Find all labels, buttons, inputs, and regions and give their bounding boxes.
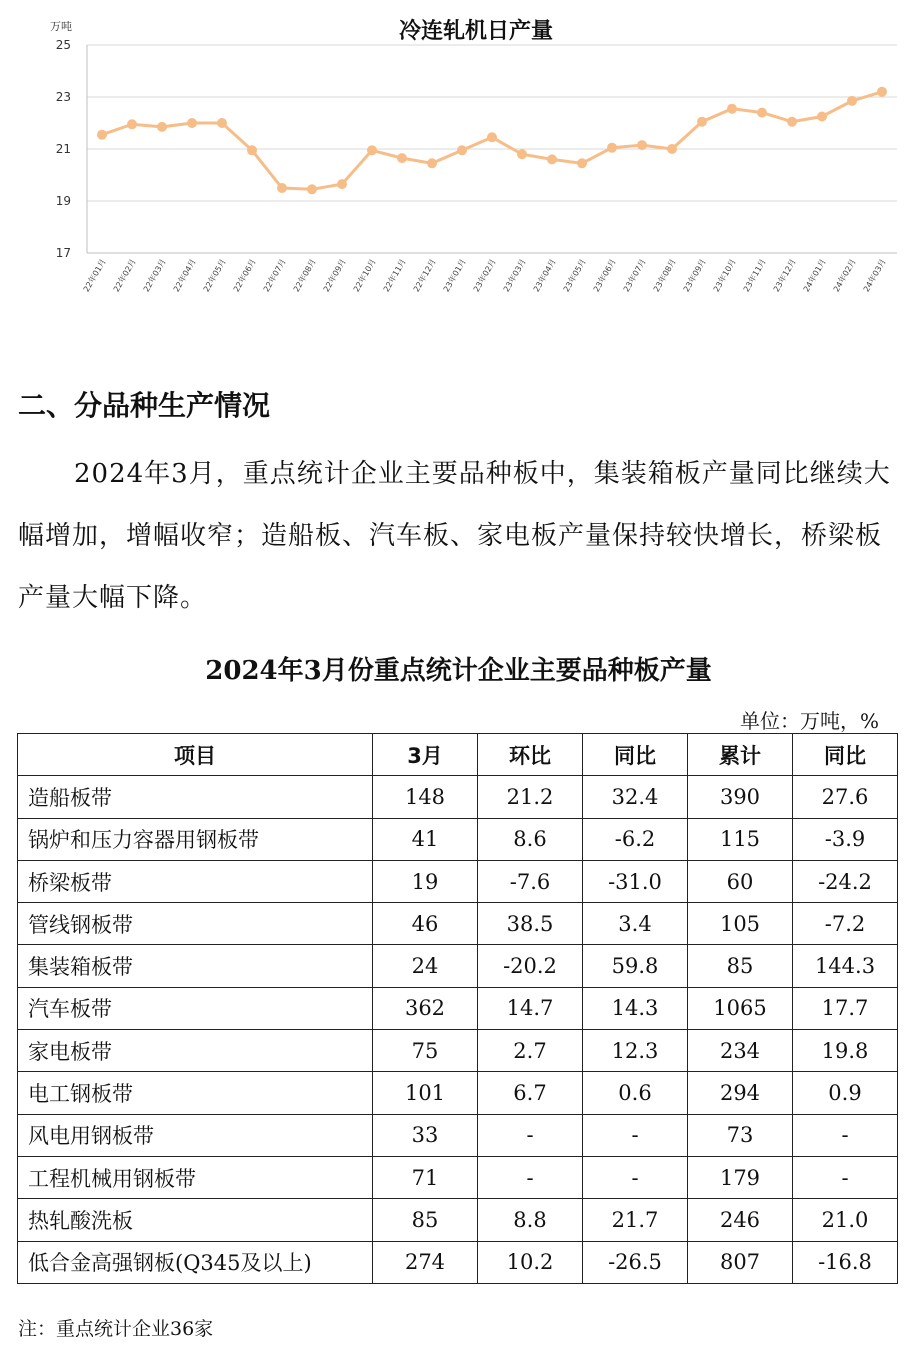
data-point	[397, 153, 407, 163]
table-row	[18, 860, 898, 902]
data-point	[787, 117, 797, 127]
data-point	[307, 184, 317, 194]
header-month: 3月	[373, 734, 478, 776]
data-point	[727, 104, 737, 114]
row-value-cell: 179	[688, 1156, 793, 1198]
data-point	[817, 112, 827, 122]
x-tick-label: 23年10月	[711, 257, 738, 294]
chart-gridlines	[87, 45, 897, 253]
data-point	[337, 179, 347, 189]
data-point	[757, 108, 767, 118]
x-tick-label: 23年02月	[471, 257, 498, 294]
x-tick-label: 22年10月	[351, 257, 378, 294]
x-tick-label: 23年06月	[591, 257, 618, 294]
row-value-cell: 274	[373, 1241, 478, 1283]
row-item-cell: 造船板带	[18, 776, 373, 818]
x-tick-label: 22年07月	[261, 257, 288, 294]
table-unit: 单位：万吨，%	[739, 709, 879, 733]
data-point	[457, 145, 467, 155]
row-value-cell: 0.6	[583, 1072, 688, 1114]
row-value-cell: 14.7	[478, 987, 583, 1029]
data-point	[607, 143, 617, 153]
row-value-cell: 6.7	[478, 1072, 583, 1114]
row-value-cell: 24	[373, 945, 478, 987]
series-line	[97, 87, 887, 195]
row-value-cell: 115	[688, 818, 793, 860]
row-value-cell: -7.6	[478, 860, 583, 902]
row-value-cell: 105	[688, 903, 793, 945]
x-tick-label: 22年03月	[141, 257, 168, 294]
row-value-cell: -26.5	[583, 1241, 688, 1283]
row-value-cell: 12.3	[583, 1030, 688, 1072]
summary-paragraph: 2024年3月，重点统计企业主要品种板中，集装箱板产量同比继续大幅增加，增幅收窄；造船板、汽车板、家电板产量保持较快增长，桥梁板产量大幅下降。	[18, 459, 891, 613]
product-output-table	[17, 733, 898, 1284]
row-value-cell: -16.8	[793, 1241, 898, 1283]
x-tick-label: 23年03月	[501, 257, 528, 294]
row-item-cell: 集装箱板带	[18, 945, 373, 987]
row-item-cell: 锅炉和压力容器用钢板带	[18, 818, 373, 860]
data-point	[547, 154, 557, 164]
header-cumulative: 累计	[688, 734, 793, 776]
data-point	[157, 122, 167, 132]
x-tick-label: 22年05月	[201, 257, 228, 294]
row-value-cell: 14.3	[583, 987, 688, 1029]
table-row	[18, 945, 898, 987]
row-item-cell: 低合金高强钢板(Q345及以上)	[18, 1241, 373, 1283]
daily-output-line-chart	[0, 0, 917, 300]
row-value-cell: 85	[688, 945, 793, 987]
row-value-cell: -20.2	[478, 945, 583, 987]
row-value-cell: 362	[373, 987, 478, 1029]
row-value-cell: 8.8	[478, 1199, 583, 1241]
row-item-cell: 桥梁板带	[18, 860, 373, 902]
x-tick-label: 23年09月	[681, 257, 708, 294]
row-value-cell: -	[478, 1114, 583, 1156]
table-row	[18, 1072, 898, 1114]
y-tick-label: 23	[55, 90, 71, 104]
row-value-cell: 38.5	[478, 903, 583, 945]
data-point	[847, 96, 857, 106]
row-value-cell: 10.2	[478, 1241, 583, 1283]
data-point	[367, 145, 377, 155]
x-tick-label: 22年09月	[321, 257, 348, 294]
header-yoy: 同比	[583, 734, 688, 776]
row-value-cell: 19.8	[793, 1030, 898, 1072]
row-value-cell: 71	[373, 1156, 478, 1198]
row-value-cell: 0.9	[793, 1072, 898, 1114]
x-tick-label: 22年08月	[291, 257, 318, 294]
row-value-cell: -31.0	[583, 860, 688, 902]
header-item: 项目	[18, 734, 373, 776]
row-value-cell: 75	[373, 1030, 478, 1072]
data-point	[217, 118, 227, 128]
row-value-cell: 33	[373, 1114, 478, 1156]
row-value-cell: 234	[688, 1030, 793, 1072]
table-row	[18, 903, 898, 945]
data-point	[637, 140, 647, 150]
x-tick-label: 23年11月	[741, 257, 768, 294]
x-tick-label: 22年02月	[111, 257, 138, 294]
row-value-cell: 144.3	[793, 945, 898, 987]
data-point	[427, 158, 437, 168]
table-body	[18, 776, 898, 1284]
row-value-cell: 807	[688, 1241, 793, 1283]
row-value-cell: 1065	[688, 987, 793, 1029]
table-row	[18, 1241, 898, 1283]
row-value-cell: -	[583, 1114, 688, 1156]
data-point	[667, 144, 677, 154]
data-point	[577, 158, 587, 168]
row-value-cell: -6.2	[583, 818, 688, 860]
row-value-cell: 3.4	[583, 903, 688, 945]
y-tick-label: 25	[55, 38, 71, 52]
row-value-cell: -	[478, 1156, 583, 1198]
row-value-cell: 73	[688, 1114, 793, 1156]
row-value-cell: -3.9	[793, 818, 898, 860]
row-value-cell: 21.0	[793, 1199, 898, 1241]
x-tick-label: 22年06月	[231, 257, 258, 294]
row-value-cell: 294	[688, 1072, 793, 1114]
row-value-cell: 17.7	[793, 987, 898, 1029]
row-item-cell: 汽车板带	[18, 987, 373, 1029]
row-value-cell: 41	[373, 818, 478, 860]
x-tick-label: 23年08月	[651, 257, 678, 294]
table-title: 2024年3月份重点统计企业主要品种板产量	[205, 656, 712, 686]
row-value-cell: 390	[688, 776, 793, 818]
header-mom: 环比	[478, 734, 583, 776]
table-header-row	[18, 734, 898, 776]
row-value-cell: -	[793, 1156, 898, 1198]
table-row	[18, 987, 898, 1029]
table-row	[18, 1114, 898, 1156]
row-value-cell: 60	[688, 860, 793, 902]
row-item-cell: 热轧酸洗板	[18, 1199, 373, 1241]
y-tick-label: 19	[55, 194, 71, 208]
row-value-cell: 85	[373, 1199, 478, 1241]
data-point	[877, 87, 887, 97]
table-row	[18, 776, 898, 818]
row-item-cell: 电工钢板带	[18, 1072, 373, 1114]
x-tick-label: 23年12月	[771, 257, 798, 294]
row-value-cell: 2.7	[478, 1030, 583, 1072]
x-tick-label: 23年07月	[621, 257, 648, 294]
x-tick-label: 23年01月	[441, 257, 468, 294]
y-tick-label: 17	[55, 246, 71, 260]
x-tick-label: 24年01月	[801, 257, 828, 294]
table-note: 注：重点统计企业36家	[18, 1318, 214, 1340]
data-point	[97, 130, 107, 140]
row-value-cell: 246	[688, 1199, 793, 1241]
row-value-cell: 32.4	[583, 776, 688, 818]
data-point	[697, 117, 707, 127]
row-value-cell: 21.7	[583, 1199, 688, 1241]
row-value-cell: 59.8	[583, 945, 688, 987]
x-tick-label: 23年05月	[561, 257, 588, 294]
row-value-cell: -7.2	[793, 903, 898, 945]
x-tick-label: 24年02月	[831, 257, 858, 294]
row-value-cell: -	[583, 1156, 688, 1198]
row-value-cell: -24.2	[793, 860, 898, 902]
table-row	[18, 818, 898, 860]
row-value-cell: 19	[373, 860, 478, 902]
row-item-cell: 工程机械用钢板带	[18, 1156, 373, 1198]
x-tick-label: 24年03月	[861, 257, 888, 294]
row-value-cell: 101	[373, 1072, 478, 1114]
row-item-cell: 管线钢板带	[18, 903, 373, 945]
data-point	[517, 149, 527, 159]
x-tick-label: 23年04月	[531, 257, 558, 294]
data-point	[277, 183, 287, 193]
row-item-cell: 家电板带	[18, 1030, 373, 1072]
row-value-cell: 46	[373, 903, 478, 945]
y-axis-label: 万吨	[50, 20, 72, 33]
section-heading: 二、分品种生产情况	[18, 389, 271, 422]
row-value-cell: 21.2	[478, 776, 583, 818]
data-point	[187, 118, 197, 128]
data-point	[487, 132, 497, 142]
row-item-cell: 风电用钢板带	[18, 1114, 373, 1156]
row-value-cell: 148	[373, 776, 478, 818]
x-tick-label: 22年01月	[81, 257, 108, 294]
row-value-cell: 8.6	[478, 818, 583, 860]
x-tick-label: 22年04月	[171, 257, 198, 294]
y-tick-label: 21	[55, 142, 71, 156]
x-tick-label: 22年11月	[381, 257, 408, 294]
table-row	[18, 1156, 898, 1198]
row-value-cell: 27.6	[793, 776, 898, 818]
x-axis-ticks	[81, 257, 888, 293]
row-value-cell: -	[793, 1114, 898, 1156]
chart-title: 冷连轧机日产量	[398, 19, 554, 44]
y-axis-ticks	[56, 38, 71, 260]
header-cumulative-yoy: 同比	[793, 734, 898, 776]
table-row	[18, 1199, 898, 1241]
data-point	[127, 119, 137, 129]
data-point	[247, 145, 257, 155]
x-tick-label: 22年12月	[411, 257, 438, 294]
table-row	[18, 1030, 898, 1072]
